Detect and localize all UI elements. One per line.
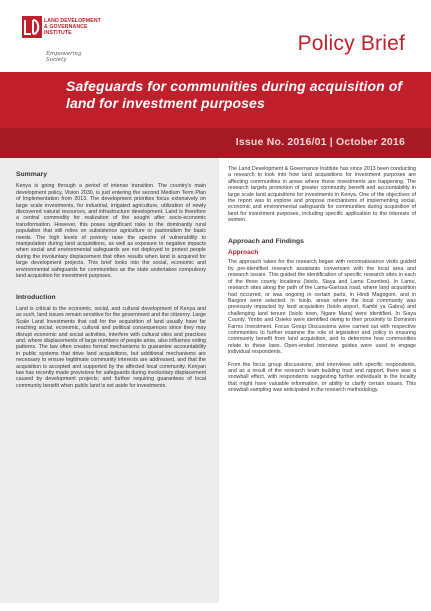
issue-bar	[0, 128, 431, 158]
approach-body: The approach taken for the research began with reconnaissance visits guided by pre-identified research assistants conversant with the local area and research issues. This guided the identification of specific research sites in each of the three county locations (Isiolo, Siaya and Lamu Counties). In Lamu, research sites along the path of the Lamu-Garissa road, where land acquisition had occurred, or was ongoing in certain parts, in Hindi Magogoni, and in Bargoni were selected. In Isiolo, areas where the local community was previously impacted by land acquisition (Isiolo airport, Kambi ya Gabra) and challenging land tenure (Isiolo town, Ngare Mara) were identified. In Siaya County, Yimbo and Osieko were identified owing to their proximity to Dominion Farms Investment. Focus Group Discussions were carried out with respective communities to further examine the role of legislation and policy in ensuring community benefit from land acquisition, and to determine how communities relate to these laws. Open-ended interview guides were used to engage individual respondents.	[228, 259, 416, 356]
snowball-body: From the focus group discussions, and interviews with specific respondents, and as a result of the research team building trust and rapport, there was a snowball effect, with respondents suggesting further individuals in the locality that might have valuable information, or ability to clarify certain issues. This snowball sampling was anticipated in the research methodology.	[228, 361, 416, 394]
header	[0, 0, 431, 72]
approach-findings-heading: Approach and Findings	[228, 237, 304, 245]
introduction-body: Land is critical to the economic, social, and cultural development of Kenya and as such, land issues remain sensitive for the government and the citizenry. Large Scale Land Investments that call for the acquisition of land usually have far reaching social, economic, cultural and political consequences since they may disrupt economic and social activities, interfere with cultural sites and practices and, where displacements of large numbers of people arise, also influence voting patterns. The law often creates formal mechanisms to guarantee accountability in public systems that drive land acquisitions, but additional mechanisms are necessary to ensure legitimate community interests are addressed, and that the acquisition is accepted and supported by the affected local community. Kenyan law has recently made provisions for safeguards during involuntary displacement caused by development projects; and further requiring guarantees of local community benefit when public land is set aside for investments.	[16, 305, 206, 389]
ldgi-logo-icon	[22, 16, 42, 38]
brief-title: Safeguards for communities during acquisition of land for investment purposes	[66, 78, 403, 111]
introduction-heading: Introduction	[16, 293, 56, 301]
left-column	[16, 170, 206, 395]
summary-heading: Summary	[16, 171, 47, 178]
title-banner	[0, 72, 431, 128]
right-column	[228, 166, 416, 400]
document-type-title: Policy Brief	[297, 32, 405, 55]
summary-body: Kenya is going through a period of intense transition. The country's main development policy, Vision 2030, is just entering the second Medium Term Plan of Implementation from 2013. The development priorities focus extensively on large scale investments, for industrial, irrigated agriculture, utilization of newly discovered natural resources, and infrastructure development. Land is therefore a central commodity for realization of the sought after socio-economic transformation. However, this poses significant risks to the dominantly rural population that still relies on subsistence agriculture or pastoralism for basic needs. The high levels of poverty raise the spectre of vulnerability to manipulation during land acquisitions, as well as exposure to negative impacts when social and environmental safeguards are not deployed to protect people during the involuntary displacement that often results when land is acquired for large development projects. This brief looks into the social, economic and environmental safeguards for communities as the state undertakes compulsory land acquisition for investment purposes.	[16, 183, 206, 280]
organization-name: LAND DEVELOPMENT & GOVERNANCE INSTITUTE	[44, 18, 101, 36]
organization-logo	[22, 14, 102, 64]
organization-tagline: Empowering Society	[46, 51, 82, 63]
research-intro-body: The Land Development & Governance Institute has since 2013 been conducting a research to look into how land acquisitions for investment purposes are affecting communities in areas where these investments are happening. The research targets promotion of greater community benefit and accountability in large scale land acquisitions for investments in Kenya. One of the objectives of the report was to explore and propose mechanisms of implementing social, economic and environmental safeguards for communities during acquisition of land for investment purposes, including specific application to the interests of women.	[228, 166, 416, 224]
issue-number: Issue No. 2016/01 | October 2016	[235, 136, 405, 148]
approach-subheading: Approach	[228, 249, 259, 257]
